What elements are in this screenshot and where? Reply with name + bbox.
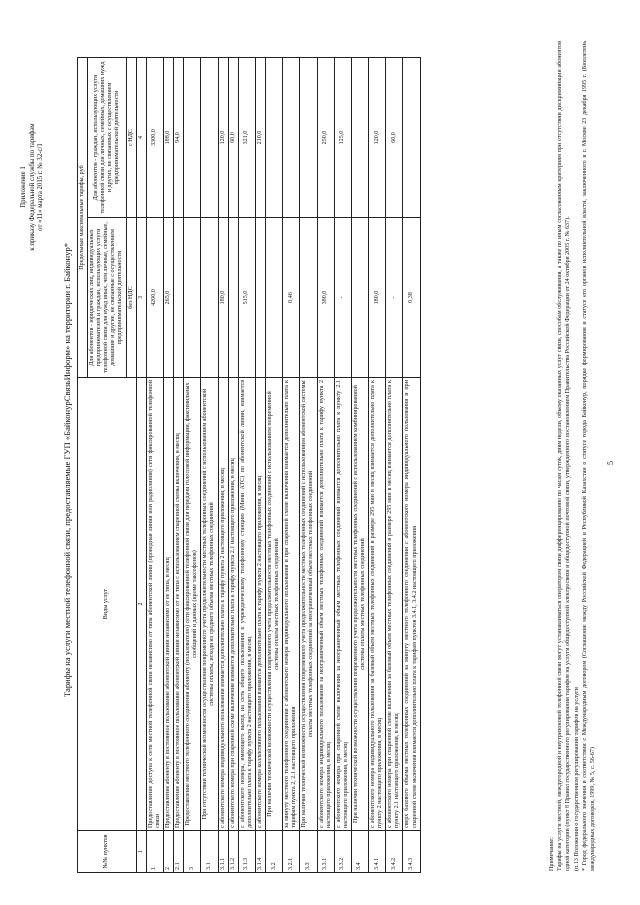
row-value-b-cell: 125,0 (334, 58, 351, 218)
header-row (78, 58, 88, 873)
row-service-cell: с абонентского номера при спаренной схеме включения за неограниченный объем местных телефонных соединений взимается дополнительно плата к пункту 2.1 настоящего приложения, в месяц (334, 378, 351, 831)
row-num-cell: 3.2.1 (283, 831, 300, 873)
row-value-a-cell (184, 218, 201, 378)
row-service-cell: Предоставление доступа к сети местной телефонной связи независимо от типа абонентской линии (проводная линия или радиолиния) сети фиксированной телефонной связи (146, 378, 163, 831)
header-service: Виды услуг (78, 378, 137, 831)
header-tariffs-group: Предельные максимальные тарифы, руб (78, 58, 88, 378)
row-value-b-cell (403, 58, 420, 218)
row-value-a-cell: 180,0 (369, 218, 386, 378)
row-service-cell: Предоставление абоненту в постоянное пользование абонентской линии независимо от ее типа, в месяц (163, 378, 173, 831)
row-num-cell: 3.3 (300, 831, 317, 873)
appendix-line: от «11» марта 2015 г. № 32-с/1 (37, 143, 45, 231)
row-value-a-cell (201, 218, 218, 378)
appendix-header (20, 92, 46, 282)
appendix-line: к приказу Федеральной службы по тарифам (28, 123, 36, 251)
row-service-cell: При наличии технической возможности осуществления повременного учета продолжительности местных телефонных соединений с использованием повременной системы оплаты местных телефонных соединений (265, 378, 282, 831)
row-num-cell: 3.1.3 (238, 831, 255, 873)
index-cell: 3 (136, 218, 146, 378)
row-value-a-cell: 265,0 (163, 218, 173, 378)
table-row (218, 58, 228, 873)
row-num-cell: 3.2 (265, 831, 282, 873)
page-number: 5 (606, 461, 615, 465)
table-row (146, 58, 163, 873)
table-row (386, 58, 403, 873)
header-col-a: Для абонентов - юридических лиц, индивидуальных предпринимателей и граждан, использующих услуги телефонной связи для нужд иных, чем личные, семейные, домашние и другие, не связанные с осуществлением предпринимательской деятельности (88, 218, 126, 378)
row-num-cell: 3.3.1 (317, 831, 334, 873)
row-service-cell: с абонентского номера индивидуального пользования за базовый объем местных телефонных соединений в размере 295 мин в месяц взимается дополнительно плата к пункту 2 настоящего приложения, в месяц (369, 378, 386, 831)
row-value-a-cell (255, 218, 265, 378)
table-row (255, 58, 265, 873)
notes-footnote: * Город федерального значения в соответствии с Международным договором (Соглашение между Российской Федерацией и Республикой Казахстан о статусе города Байконур, порядке формирования и статусе его органов исполнительной власти, заключенного в г. Москве 23 декабря 1995 г. (Бюллетень международных договоров, 1999, № 5, с. 56-67) (581, 41, 597, 871)
row-service-cell: При наличии технической возможности осуществления повременного учета продолжительности местных телефонных соединений с использованием комбинированной системы оплаты местных телефонных соединений (351, 378, 368, 831)
table-row (163, 58, 173, 873)
row-service-cell: за минуту местного телефонного соединения с абонентского номера индивидуального пользования и при спаренной схеме включения взимается дополнительно плата к тарифам пункта 2, 2.1 настоящего приложения (283, 378, 300, 831)
table-row (174, 58, 184, 873)
table-row (351, 58, 368, 873)
header-col-b: Для абонентов - граждан, использующих услуги телефонной связи для личных, семейных, домашних нужд и других, не связанных с осуществлением предпринимательской деятельности (88, 58, 126, 218)
row-value-a-cell: 180,0 (218, 218, 228, 378)
row-value-b-cell (184, 58, 201, 218)
row-value-a-cell: - (386, 218, 403, 378)
row-value-a-cell: 0,38 (403, 218, 420, 378)
appendix-line: Приложение 1 (20, 166, 27, 208)
index-row (136, 58, 146, 873)
row-num-cell: 3.4.1 (369, 831, 386, 873)
table-row (369, 58, 386, 873)
row-value-b-cell: 210,0 (255, 58, 265, 218)
header-col-b-sub: с НДС (126, 58, 136, 218)
table-row (265, 58, 282, 873)
row-num-cell: 3 (184, 831, 201, 873)
notes-text: Тарифы на услуги местной, междугородной и внутризоновой телефонной связи могут устанавливаться оператором связи дифференцированно по часам суток, дням недели, объему оказанных услуг связи, способам обслуживания, а также по иным согласованным критериям при отсутствии дискриминации абонентов одной категории (пункт 8 Правил государственного регулирования тарифов на услуги общедоступной электросвязи и общедоступной почтовой связи, утвержденного постановлением Правительства Российской Федерации от 24 октября 2005 г. № 637). (557, 41, 572, 871)
table-row (201, 58, 218, 873)
row-value-b-cell (201, 58, 218, 218)
row-value-a-cell (265, 218, 282, 378)
row-value-b-cell: 250,0 (317, 58, 334, 218)
row-value-b-cell: 60,0 (386, 58, 403, 218)
row-service-cell: При отсутствии технической возможности осуществления повременного учета продолжительности местных телефонных соединений с использованием абонентской системы оплаты, исходя из среднего объема местных телефонных соединений (201, 378, 218, 831)
row-value-b-cell: 321,0 (238, 58, 255, 218)
header-col-a-sub: без НДС (126, 218, 136, 378)
table-row (300, 58, 317, 873)
row-value-b-cell (300, 58, 317, 218)
row-num-cell: 3.1 (201, 831, 218, 873)
row-value-b-cell: 3300,0 (146, 58, 163, 218)
index-cell: 2 (136, 378, 146, 831)
row-value-b-cell (351, 58, 368, 218)
row-num-cell: 3.1.1 (218, 831, 228, 873)
row-num-cell: 1 (146, 831, 163, 873)
row-value-b-cell: 120,0 (218, 58, 228, 218)
row-service-cell: с абонентского номера при спаренной схеме включения взимается дополнительно плата к тарифу пункта 2.1 настоящего приложения, в месяц (228, 378, 238, 831)
notes-block (548, 41, 597, 871)
row-num-cell: 2.1 (174, 831, 184, 873)
row-value-b-cell: 60,0 (228, 58, 238, 218)
row-num-cell: 3.1.2 (228, 831, 238, 873)
table-row (403, 58, 420, 873)
header-num: №№ пунктов (78, 831, 137, 873)
row-value-a-cell: 0,46 (283, 218, 300, 378)
notes-clause-ref: (п.13 Положения о государственном регулировании тарифов на услуги (573, 687, 580, 871)
row-value-a-cell: 4200,0 (146, 218, 163, 378)
notes-heading: Примечание: (549, 837, 555, 871)
table-row (228, 58, 238, 873)
row-service-cell: Предоставление абоненту в постоянное пользование абонентской линии независимо от ее типа с использованием спаренной схемы включения, в месяц (174, 378, 184, 831)
row-value-a-cell (228, 218, 238, 378)
row-value-a-cell (351, 218, 368, 378)
table-row (317, 58, 334, 873)
row-num-cell: 3.4.2 (386, 831, 403, 873)
table-row (238, 58, 255, 873)
row-num-cell: 3.4.3 (403, 831, 420, 873)
row-num-cell: 3.3.2 (334, 831, 351, 873)
row-value-a-cell: 515,0 (238, 218, 255, 378)
row-value-a-cell (174, 218, 184, 378)
tariffs-table-body (78, 58, 421, 873)
row-value-b-cell: 120,0 (369, 58, 386, 218)
row-value-b-cell: 94,0 (174, 58, 184, 218)
row-service-cell: с абонентского номера, имеющего выход на сеть общего пользования к учрежденческому телефонному станцию (Мини АТС) по абонентской линии, взимается дополнительно плата к тарифу пункта 2 настоящего приложения, в месяц (238, 378, 255, 831)
row-value-b-cell (265, 58, 282, 218)
row-value-a-cell (300, 218, 317, 378)
row-service-cell: с абонентского номера индивидуального пользования взимается дополнительно плата к тарифу пункта 2 настоящего приложения, в месяц (218, 378, 228, 831)
index-cell: 4 (136, 58, 146, 218)
index-cell: 1 (136, 831, 146, 873)
row-service-cell: с абонентского номера при спаренной схеме включения за базовый объем местных телефонных соединений в размере 295 мин в месяц взимается дополнительно плата к пункту 2.1 настоящего приложения, в месяц (386, 378, 403, 831)
table-row (334, 58, 351, 873)
row-value-b-cell: 188,0 (163, 58, 173, 218)
row-service-cell: сверх базового объема местных телефонных соединений за минуту местного телефонного соединения с абонентского номера индивидуального пользования и при спаренной схеме включения взимается дополнительно плата к тарифам пунктов 3.4.1, 3.4.2 настоящего приложения (403, 378, 420, 831)
row-service-cell: Предоставление местного телефонного соединения абоненту (пользователю) сети фиксированной телефонной связи для передачи голосовой информации, факсимильных сообщений и данных (кроме таксофонов) (184, 378, 201, 831)
row-num-cell: 2 (163, 831, 173, 873)
row-service-cell: При наличии технической возможности осуществления повременного учета продолжительности местных телефонных соединений с использованием абонентской системы оплаты местных телефонных соединений за неограниченный объем местных телефонных соединений (300, 378, 317, 831)
row-value-a-cell: - (334, 218, 351, 378)
row-value-b-cell (283, 58, 300, 218)
table-row (184, 58, 201, 873)
row-value-a-cell: 380,0 (317, 218, 334, 378)
table-row (283, 58, 300, 873)
document-title: Тарифы на услуги местной телефонной связи, предоставляемые ГУП «БайконурСвязьИнформ» на территории г. Байконур* (62, 242, 72, 698)
tariffs-table (77, 57, 421, 873)
row-num-cell: 3.1.4 (255, 831, 265, 873)
row-service-cell: с абонентского номера индивидуального пользования за неограниченный объем местных телефонных соединений взимается дополнительно плата к тарифу пункта 2 настоящего приложения, в месяц (317, 378, 334, 831)
row-service-cell: с абонентского номера коллективного пользования взимается дополнительно плата к тарифу пункта 2 настоящего приложения, в месяц (255, 378, 265, 831)
row-num-cell: 3.4 (351, 831, 368, 873)
